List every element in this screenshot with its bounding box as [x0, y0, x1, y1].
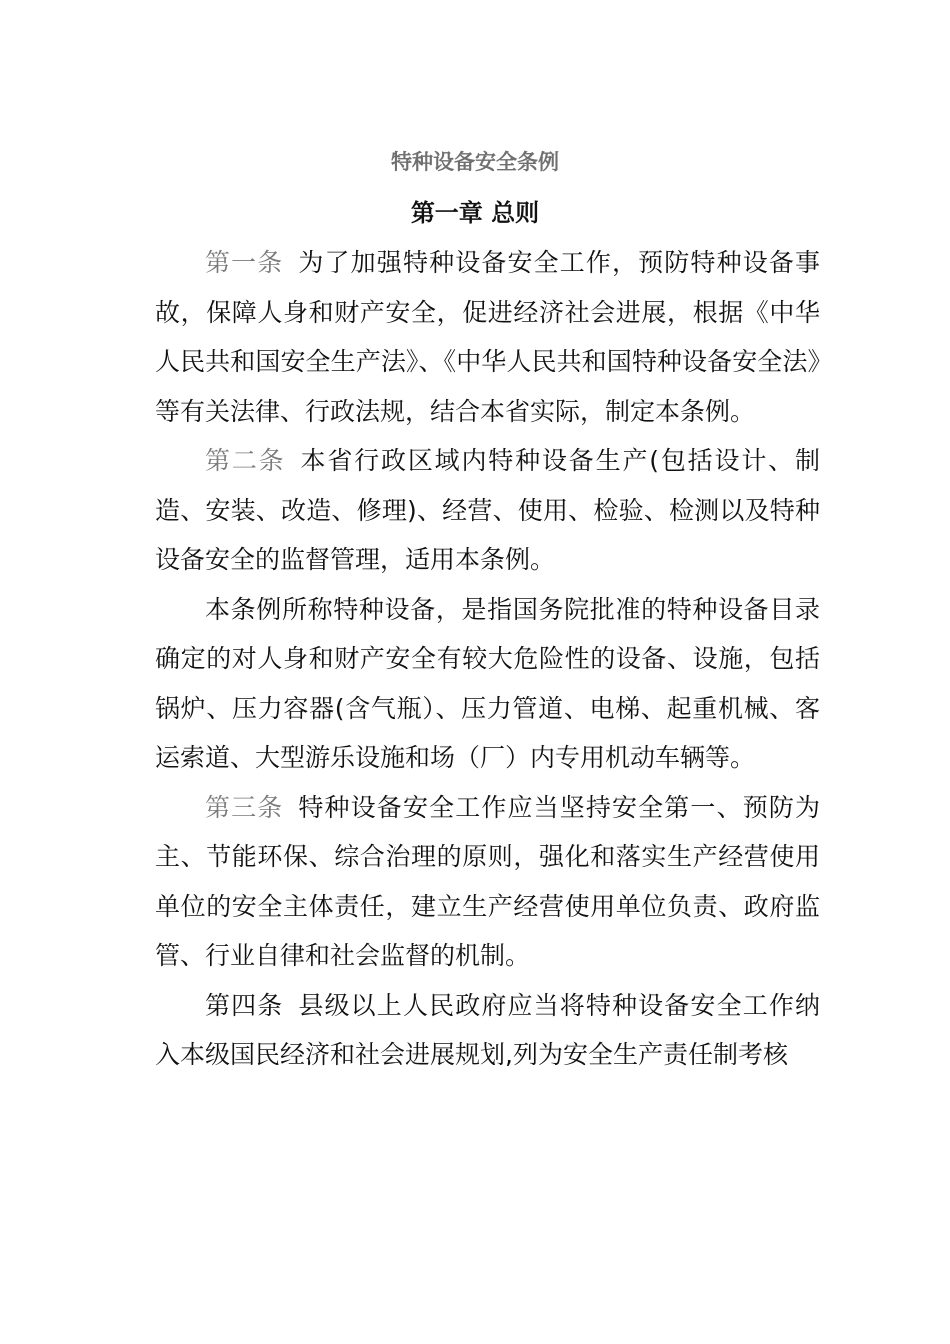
chapter-heading: 第一章 总则	[410, 199, 540, 227]
document-title: 特种设备安全条例	[391, 150, 559, 174]
article-text: 本省行政区域内特种设备生产(包括设计、制造、安装、改造、修理)、经营、使用、检验、检测以及特种设备安全的监督管理，适用本条例。	[155, 446, 820, 574]
article-paragraph	[155, 238, 820, 436]
article-number: 第二条	[205, 446, 286, 475]
article-paragraph	[155, 585, 820, 783]
article-text: 为了加强特种设备安全工作，预防特种设备事故，保障人身和财产安全，促进经济社会进展，根据《中华人民共和国安全生产法》、《中华人民共和国特种设备安全法》等有关法律、行政法规，结合本省实际，制定本条例。	[155, 248, 820, 426]
article-paragraph	[155, 436, 820, 585]
article-number: 第一条	[205, 248, 284, 277]
article-text: 特种设备安全工作应当坚持安全第一、预防为主、节能环保、综合治理的原则，强化和落实生产经营使用单位的安全主体责任，建立生产经营使用单位负责、政府监管、行业自律和社会监督的机制。	[155, 792, 820, 970]
article-text: 县级以上人民政府应当将特种设备安全工作纳入本级国民经济和社会进展规划,列为安全生产责任制考核	[155, 990, 820, 1069]
article-paragraph	[155, 783, 820, 981]
document-body	[155, 238, 820, 1080]
article-text: 本条例所称特种设备，是指国务院批准的特种设备目录确定的对人身和财产安全有较大危险性的设备、设施，包括锅炉、压力容器(含气瓶）、压力管道、电梯、起重机械、客运索道、大型游乐设施和场（厂）内专用机动车辆等。	[155, 594, 820, 772]
article-number: 第三条	[205, 792, 284, 822]
article-number: 第四条	[205, 990, 284, 1020]
article-paragraph	[155, 981, 820, 1080]
